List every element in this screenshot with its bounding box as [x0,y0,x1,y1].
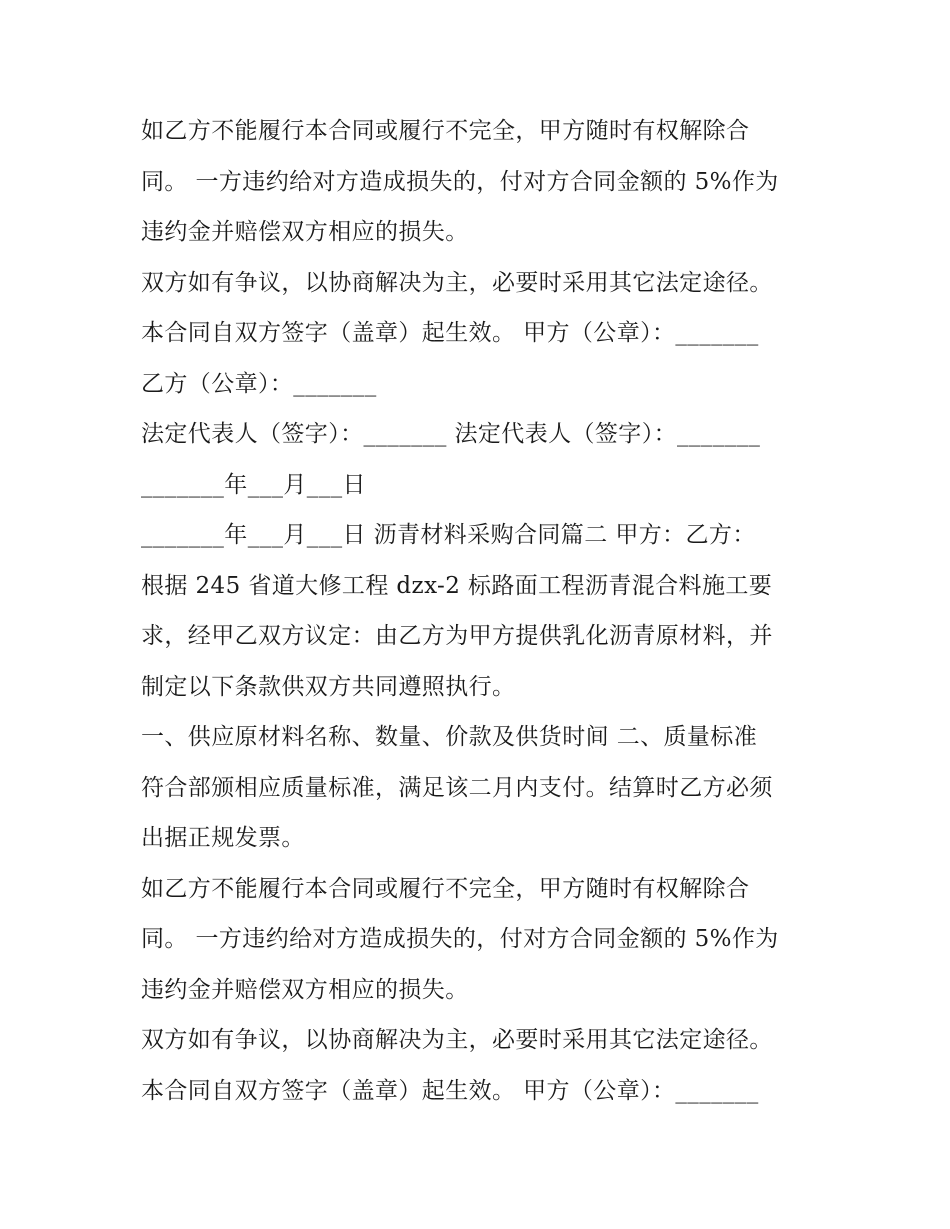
text-line-13: 一、供应原材料名称、数量、价款及供货时间 二、质量标准 [141,724,758,750]
text-line-6: 乙方（公章）：_______ [141,370,377,397]
text-line-10: 根据 245 省道大修工程 dzx-2 标路面工程沥青混合料施工要 [141,572,773,599]
text-line-18: 违约金并赔偿双方相应的损失。 [141,976,469,1003]
text-line-17: 同。 一方违约给对方造成损失的，付对方合同金额的 5%作为 [141,926,779,952]
text-line-19: 双方如有争议，以协商解决为主，必要时采用其它法定途径。 [141,1027,773,1053]
text-line-3: 违约金并赔偿双方相应的损失。 [141,219,469,245]
text-line-16: 如乙方不能履行本合同或履行不完全，甲方随时有权解除合 [141,875,750,902]
text-line-9: _______年___月___日 沥青材料采购合同篇二 甲方：乙方： [141,522,756,548]
text-line-4: 双方如有争议，以协商解决为主，必要时采用其它法定途径。 [141,269,773,296]
text-line-7: 法定代表人（签字）：_______ 法定代表人（签字）：_______ [141,421,761,447]
text-line-12: 制定以下条款供双方共同遵照执行。 [141,673,516,700]
text-line-20: 本合同自双方签字（盖章）起生效。 甲方（公章）：_______ [141,1077,759,1104]
text-line-1: 如乙方不能履行本合同或履行不完全，甲方随时有权解除合 [141,118,750,144]
text-line-14: 符合部颁相应质量标准，满足该二月内支付。结算时乙方必须 [141,774,773,801]
text-line-5: 本合同自双方签字（盖章）起生效。 甲方（公章）：_______ [141,320,759,346]
text-line-2: 同。 一方违约给对方造成损失的，付对方合同金额的 5%作为 [141,168,779,195]
text-line-15: 出据正规发票。 [141,825,305,851]
document-body [141,106,821,1116]
text-line-11: 求，经甲乙双方议定：由乙方为甲方提供乳化沥青原材料，并 [141,623,773,649]
text-line-8: _______年___月___日 [141,471,366,498]
